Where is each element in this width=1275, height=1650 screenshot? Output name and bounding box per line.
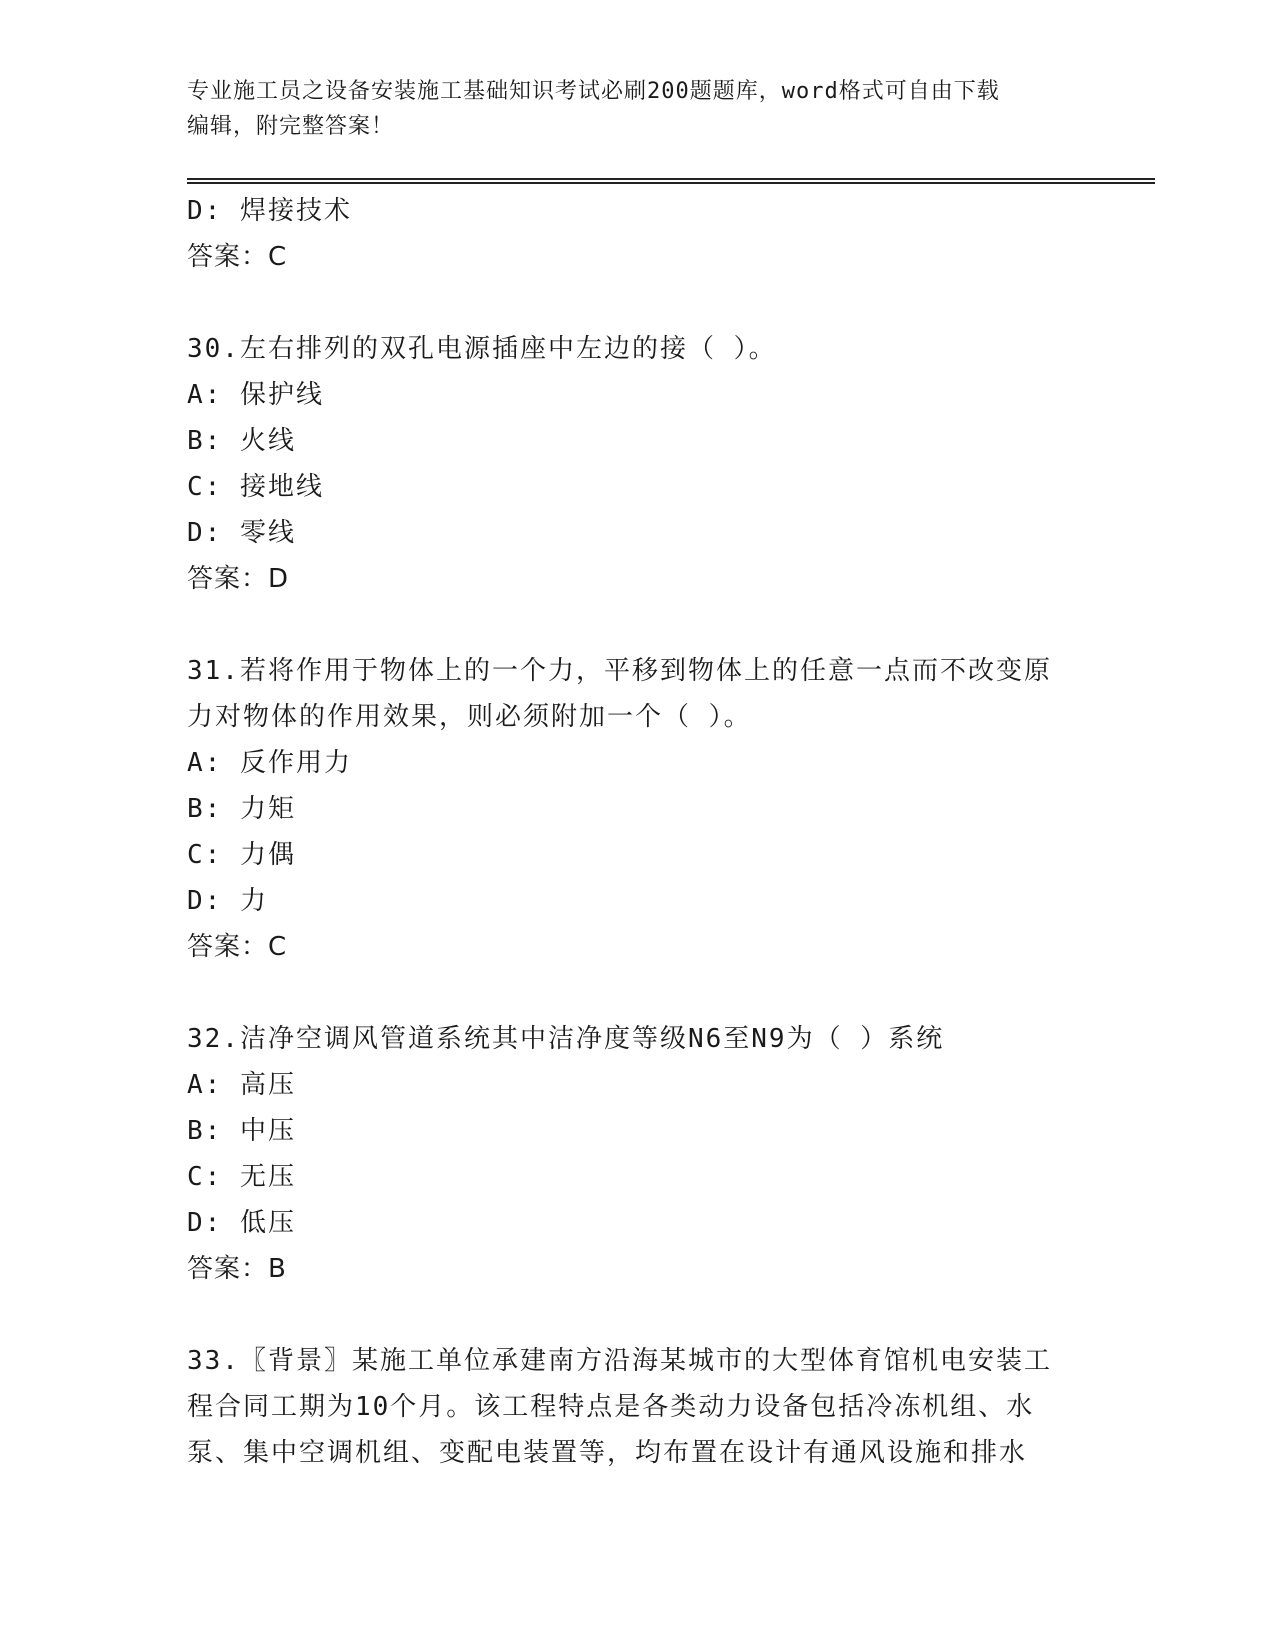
option-c: C: 力偶 — [187, 840, 296, 870]
option-b: B: 中压 — [187, 1116, 296, 1146]
question-31 — [187, 648, 1087, 970]
option-a: A: 保护线 — [187, 380, 324, 410]
question-stem-line-2: 力对物体的作用效果，则必须附加一个（ ）。 — [187, 702, 752, 732]
question-spacer — [187, 280, 1087, 326]
question-stem-line-1: 31.若将作用于物体上的一个力，平移到物体上的任意一点而不改变原 — [187, 656, 1052, 686]
divider-line-bottom — [187, 182, 1155, 184]
option-d: D: 零线 — [187, 518, 296, 548]
answer-line: 答案：C — [187, 242, 288, 272]
question-33 — [187, 1338, 1087, 1476]
question-30 — [187, 326, 1087, 602]
question-stem: 32.洁净空调风管道系统其中洁净度等级N6至N9为（ ）系统 — [187, 1024, 945, 1054]
question-spacer — [187, 1292, 1087, 1338]
question-32 — [187, 1016, 1087, 1292]
question-list — [187, 188, 1087, 1476]
document-header — [187, 74, 1087, 144]
option-b: B: 力矩 — [187, 794, 296, 824]
header-title-line-2: 编辑，附完整答案！ — [187, 114, 395, 139]
option-d: D: 焊接技术 — [187, 196, 352, 226]
option-c: C: 接地线 — [187, 472, 324, 502]
divider-line-top — [187, 178, 1155, 180]
option-c: C: 无压 — [187, 1162, 296, 1192]
answer-line: 答案：B — [187, 1254, 287, 1284]
answer-line: 答案：D — [187, 564, 290, 594]
option-d: D: 低压 — [187, 1208, 296, 1238]
option-a: A: 高压 — [187, 1070, 296, 1100]
answer-line: 答案：C — [187, 932, 288, 962]
question-stem-line-3: 泵、集中空调机组、变配电装置等，均布置在设计有通风设施和排水 — [187, 1438, 1028, 1468]
option-b: B: 火线 — [187, 426, 296, 456]
question-spacer — [187, 970, 1087, 1016]
option-a: A: 反作用力 — [187, 748, 352, 778]
question-stem-line-2: 程合同工期为10个月。该工程特点是各类动力设备包括冷冻机组、水 — [187, 1392, 1035, 1422]
option-d: D: 力 — [187, 886, 268, 916]
question-stem-line-1: 33.〖背景〗某施工单位承建南方沿海某城市的大型体育馆机电安装工 — [187, 1346, 1052, 1376]
header-title-line-1: 专业施工员之设备安装施工基础知识考试必刷200题题库，word格式可自由下载 — [187, 79, 1000, 104]
header-divider — [187, 178, 1155, 184]
question-stem: 30.左右排列的双孔电源插座中左边的接（ ）。 — [187, 334, 777, 364]
question-spacer — [187, 602, 1087, 648]
